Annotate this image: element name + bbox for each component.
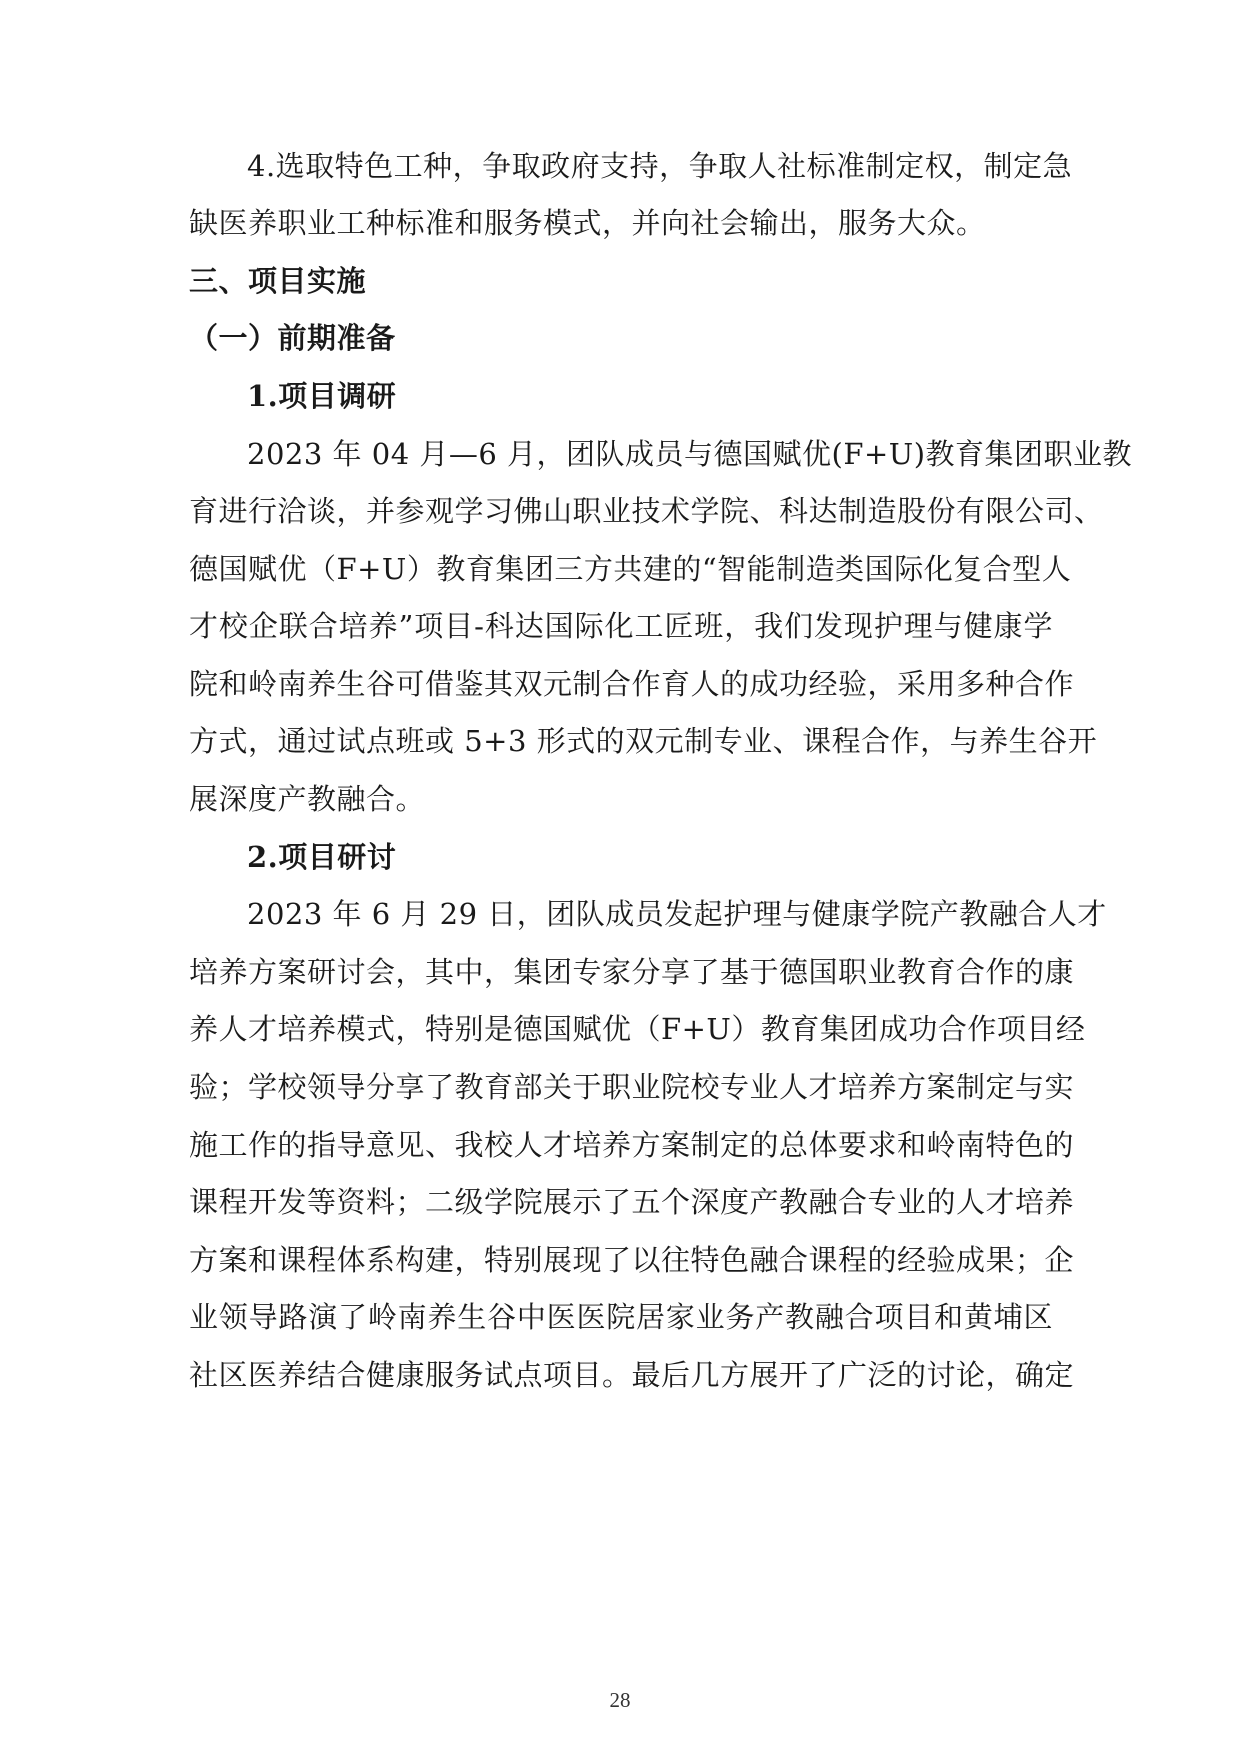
- paragraph-line: 展深度产教融合。: [189, 782, 426, 816]
- paragraph-line: 2023 年 6 月 29 日，团队成员发起护理与健康学院产教融合人才: [247, 897, 1107, 931]
- paragraph-line: 才校企联合培养”项目-科达国际化工匠班，我们发现护理与健康学: [189, 609, 1053, 643]
- paragraph-line: 方式，通过试点班或 5+3 形式的双元制专业、课程合作，与养生谷开: [189, 724, 1098, 758]
- paragraph-line: 业领导路演了岭南养生谷中医医院居家业务产教融合项目和黄埔区: [189, 1300, 1053, 1334]
- paragraph-line: 缺医养职业工种标准和服务模式，并向社会输出，服务大众。: [189, 206, 986, 240]
- item-heading-research: 1.项目调研: [247, 379, 397, 413]
- page-number: 28: [609, 1688, 631, 1712]
- paragraph-line: 育进行洽谈，并参观学习佛山职业技术学院、科达制造股份有限公司、: [189, 494, 1104, 528]
- paragraph-line: 德国赋优（F+U）教育集团三方共建的“智能制造类国际化复合型人: [189, 552, 1072, 586]
- paragraph-line: 2023 年 04 月—6 月，团队成员与德国赋优(F+U)教育集团职业教: [247, 437, 1133, 471]
- paragraph-line: 施工作的指导意见、我校人才培养方案制定的总体要求和岭南特色的: [189, 1128, 1075, 1162]
- section-heading: 三、项目实施: [189, 264, 367, 298]
- paragraph-line: 院和岭南养生谷可借鉴其双元制合作育人的成功经验，采用多种合作: [189, 667, 1075, 701]
- paragraph-line: 验；学校领导分享了教育部关于职业院校专业人才培养方案制定与实: [189, 1070, 1075, 1104]
- paragraph-line: 方案和课程体系构建，特别展现了以往特色融合课程的经验成果；企: [189, 1243, 1075, 1277]
- subsection-heading: （一）前期准备: [189, 321, 396, 355]
- paragraph-line: 4.选取特色工种，争取政府支持，争取人社标准制定权，制定急: [247, 149, 1073, 183]
- paragraph-line: 养人才培养模式，特别是德国赋优（F+U）教育集团成功合作项目经: [189, 1012, 1086, 1046]
- paragraph-line: 社区医养结合健康服务试点项目。最后几方展开了广泛的讨论，确定: [189, 1358, 1075, 1392]
- paragraph-line: 课程开发等资料；二级学院展示了五个深度产教融合专业的人才培养: [189, 1185, 1075, 1219]
- paragraph-line: 培养方案研讨会，其中，集团专家分享了基于德国职业教育合作的康: [189, 955, 1075, 989]
- item-heading-discussion: 2.项目研讨: [247, 840, 397, 874]
